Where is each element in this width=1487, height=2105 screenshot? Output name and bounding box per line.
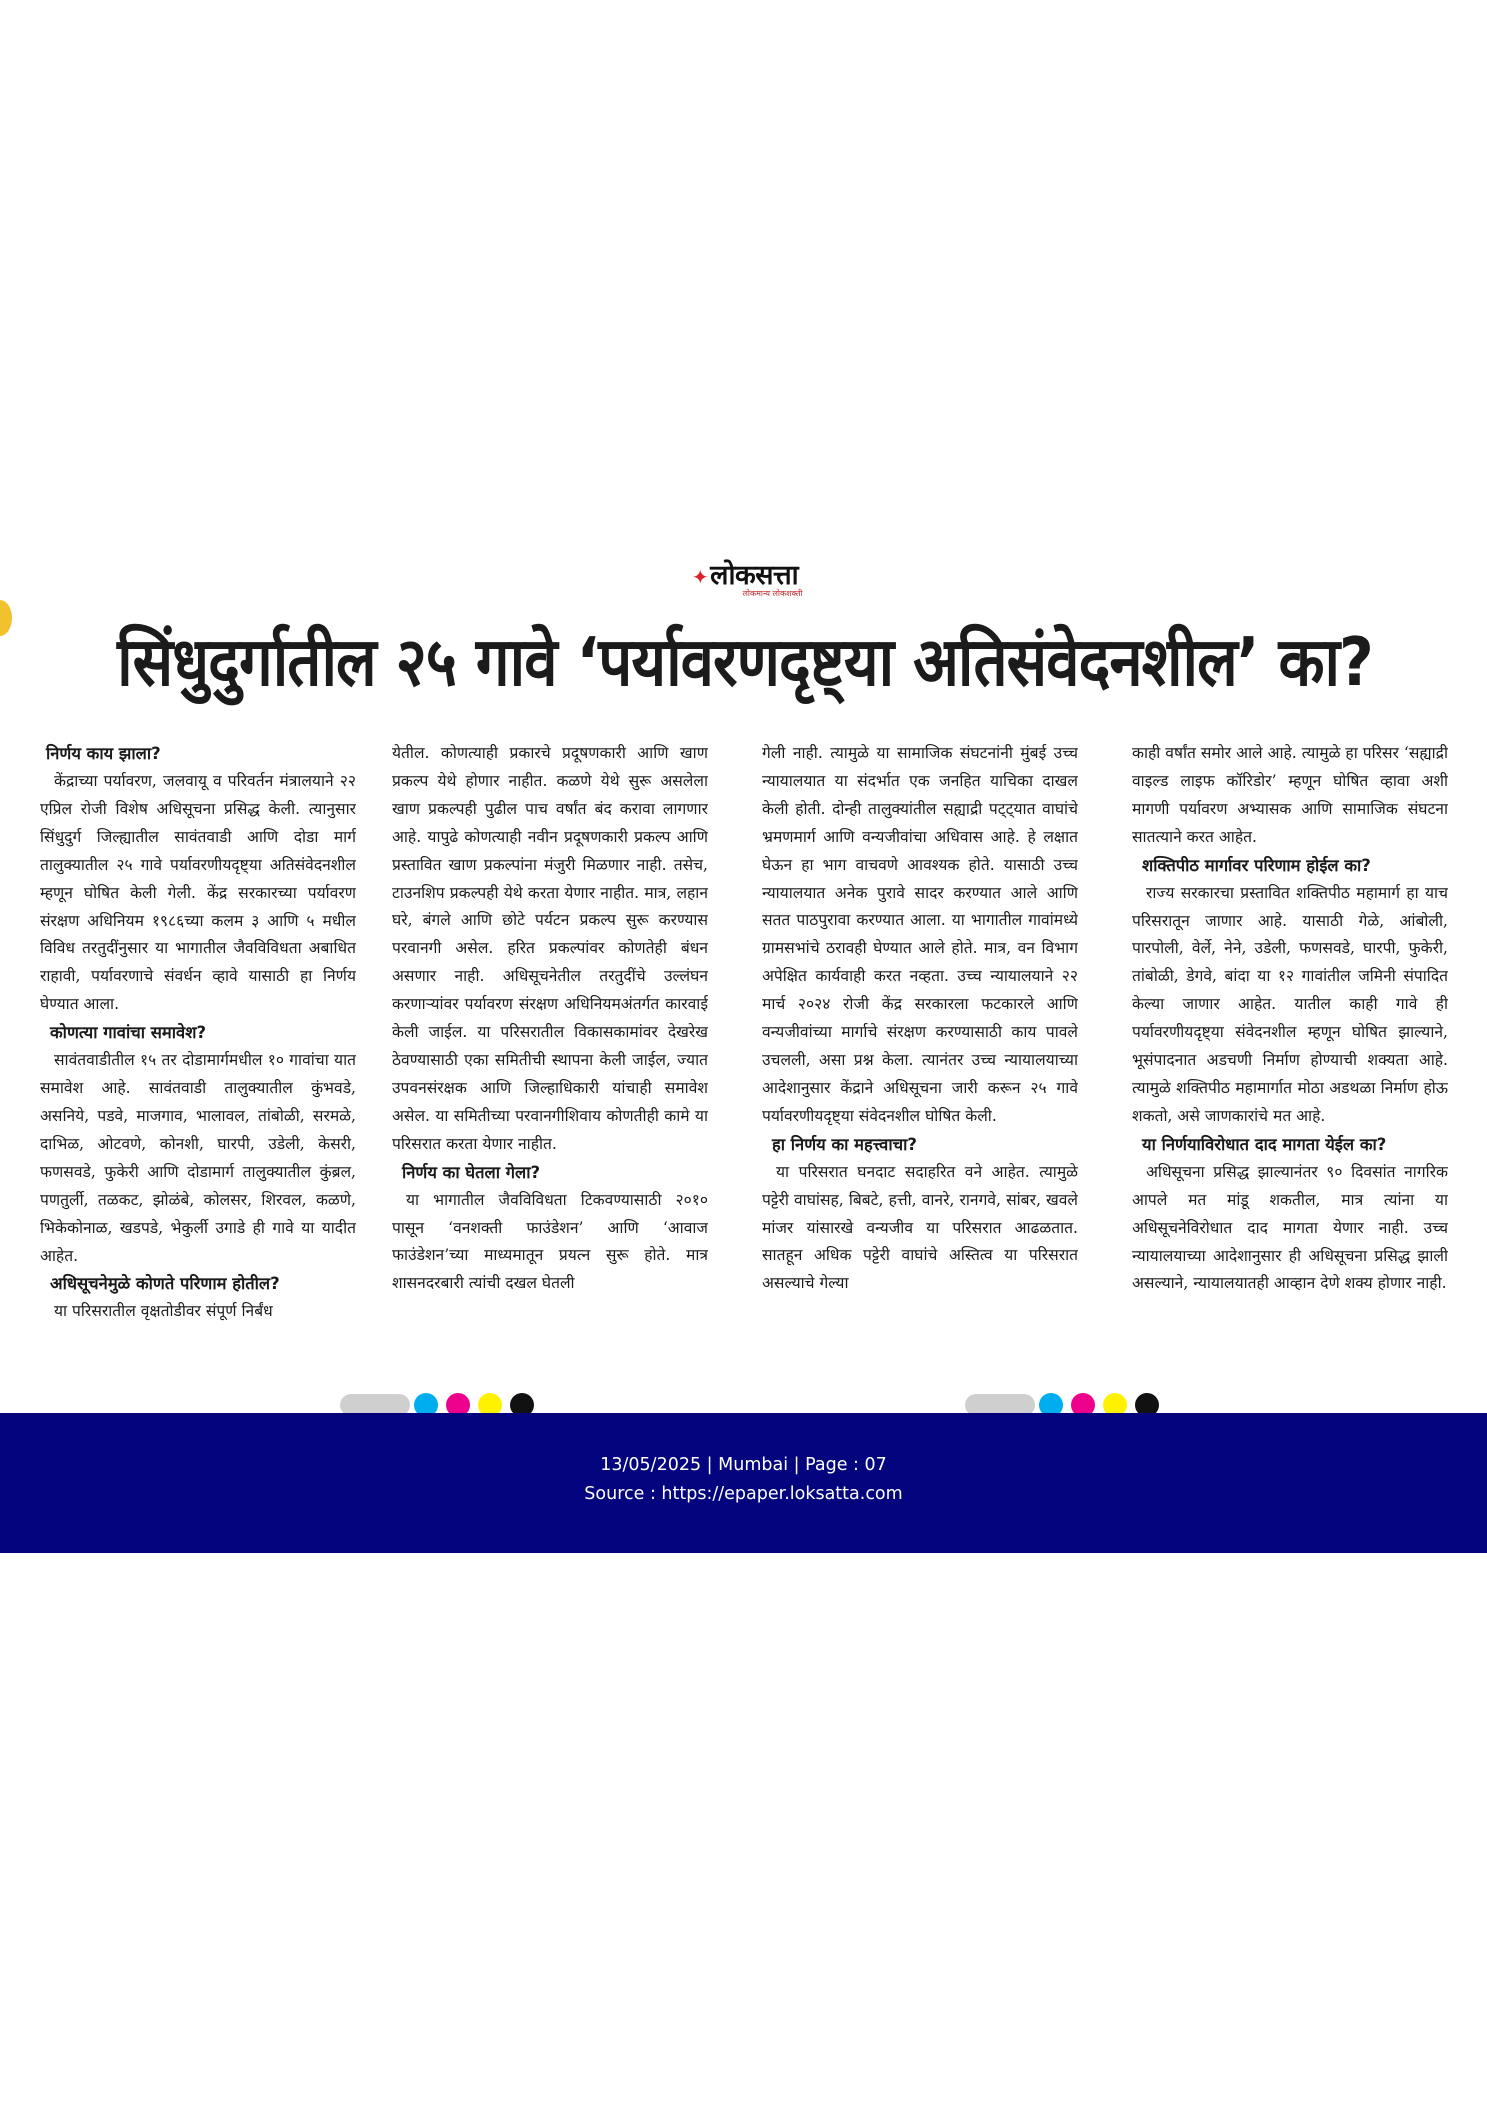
- article-column-3: [762, 740, 1078, 1390]
- newspaper-logo: [670, 555, 820, 592]
- section-heading: हा निर्णय का महत्त्वाचा?: [772, 1134, 917, 1154]
- paragraph: राज्य सरकारचा प्रस्तावित शक्तिपीठ महामार्ग हा याच परिसरातून जाणार आहे. यासाठी गेळे, आंबोली, पारपोली, वेर्ले, नेने, उडेली, फणसवडे, घारपी, फुकेरी, तांबोळी, डेगवे, बांदा या १२ गावांतील जमिनी संपादित केल्या जाणार आहेत. यातील काही गावे ही पर्यावरणीयदृष्ट्या संवेदनशील म्हणून घोषित झाल्याने, भूसंपादनात अडचणी निर्माण होण्याची शक्यता आहे. त्यामुळे शक्तिपीठ महामार्गात मोठा अडथळा निर्माण होऊ शकतो, असे जाणकारांचे मत आहे.: [1132, 883, 1448, 1125]
- section-heading: निर्णय का घेतला गेला?: [402, 1162, 541, 1182]
- article-headline: सिंधुदुर्गातील २५ गावे ‘पर्यावरणदृष्ट्या अतिसंवेदनशील’ का?: [117, 623, 1373, 702]
- paragraph: या परिसरातील वृक्षतोडीवर संपूर्ण निर्बंध: [54, 1302, 273, 1321]
- paragraph: अधिसूचना प्रसिद्ध झाल्यानंतर ९० दिवसांत नागरिक आपले मत मांडू शकतील, मात्र त्यांना या अधिसूचनेविरोधात दाद मागता येणार नाही. उच्च न्यायालयाच्या आदेशानुसार ही अधिसूचना प्रसिद्ध झाली असल्याने, न्यायालयातही आव्हान देणे शक्य होणार नाही.: [1132, 1162, 1448, 1293]
- paragraph-continued: येतील. कोणत्याही प्रकारचे प्रदूषणकारी आणि खाण प्रकल्प येथे होणार नाहीत. कळणे येथे सुरू असलेला खाण प्रकल्पही पुढील पाच वर्षांत बंद करावा लागणार आहे. यापुढे कोणत्याही नवीन प्रदूषणकारी प्रकल्प आणि प्रस्तावित खाण प्रकल्पांना मंजुरी मिळणार नाही. तसेच, टाउनशिप प्रकल्पही येथे करता येणार नाहीत. मात्र, लहान घरे, बंगले आणि छोटे पर्यटन प्रकल्प सुरू करण्यास परवानगी असेल. हरित प्रकल्पांवर कोणतेही बंधन असणार नाही. अधिसूचनेतील तरतुदींचे उल्लंघन करणाऱ्यांवर पर्यावरण संरक्षण अधिनियमअंतर्गत कारवाई केली जाईल. या परिसरातील विकासकामांवर देखरेख ठेवण्यासाठी एका समितीची स्थापना केली जाईल, ज्यात उपवनसंरक्षक आणि जिल्हाधिकारी यांचाही समावेश असेल. या समितीच्या परवानगीशिवाय कोणतीही कामे या परिसरात करता येणार नाहीत.: [392, 744, 708, 1153]
- paragraph: या परिसरात घनदाट सदाहरित वने आहेत. त्यामुळे पट्टेरी वाघांसह, बिबटे, हत्ती, वानरे, रानगवे, सांबर, खवले मांजर यांसारखे वन्यजीव या परिसरात आढळतात. सातहून अधिक पट्टेरी वाघांचे अस्तित्व या परिसरात असल्याचे गेल्या: [762, 1162, 1078, 1293]
- article-body: [40, 740, 1470, 1390]
- newspaper-masthead: [670, 555, 820, 601]
- footer-source-link[interactable]: Source : https://epaper.loksatta.com: [584, 1484, 903, 1504]
- section-heading: शक्तिपीठ मार्गावर परिणाम होईल का?: [1142, 855, 1371, 875]
- logo-flame-icon: ✦: [691, 565, 709, 589]
- logo-text: लोकसत्ता: [710, 560, 799, 591]
- section-heading: या निर्णयाविरोधात दाद मागता येईल का?: [1142, 1134, 1387, 1154]
- paragraph: केंद्राच्या पर्यावरण, जलवायू व परिवर्तन मंत्रालयाने २२ एप्रिल रोजी विशेष अधिसूचना प्रसिद्ध केली. त्यानुसार सिंधुदुर्ग जिल्ह्यातील सावंतवाडी आणि दोडा मार्ग तालुक्यातील २५ गावे पर्यावरणीयदृष्ट्या अतिसंवेदनशील म्हणून घोषित केली गेली. केंद्र सरकारच्या पर्यावरण संरक्षण अधिनियम १९८६च्या कलम ३ आणि ५ मधील विविध तरतुदींनुसार या भागातील जैवविविधता अबाधित राहावी, पर्यावरणाचे संवर्धन व्हावे यासाठी हा निर्णय घेण्यात आला.: [40, 772, 356, 1014]
- section-heading: कोणत्या गावांचा समावेश?: [50, 1023, 207, 1043]
- paragraph: सावंतवाडीतील १५ तर दोडामार्गमधील १० गावांचा यात समावेश आहे. सावंतवाडी तालुक्यातील कुंभवडे, असनिये, पडवे, माजगाव, भालावल, तांबोळी, सरमळे, दाभिळ, ओटवणे, कोनशी, घारपी, उडेली, केसरी, फणसवडे, फुकेरी आणि दोडामार्ग तालुक्यातील कुंब्रल, पणतुर्ली, तळकट, झोळंबे, कोलसर, शिरवल, कळणे, भिकेकोनाळ, खडपडे, भेकुर्ली उगाडे ही गावे या यादीत आहेत.: [40, 1051, 356, 1265]
- article-column-4: [1132, 740, 1448, 1390]
- newspaper-tagline: लोकमान्य लोकशक्ती: [742, 589, 803, 598]
- footer-date-edition-page: 13/05/2025 | Mumbai | Page : 07: [600, 1455, 887, 1475]
- paragraph: या भागातील जैवविविधता टिकवण्यासाठी २०१० पासून ‘वनशक्ती फाउंडेशन’ आणि ‘आवाज फाउंडेशन’च्या माध्यमातून प्रयत्न सुरू होते. मात्र शासनदरबारी त्यांची दखल घेतली: [392, 1190, 708, 1293]
- paragraph-continued: गेली नाही. त्यामुळे या सामाजिक संघटनांनी मुंबई उच्च न्यायालयात या संदर्भात एक जनहित याचिका दाखल केली होती. दोन्ही तालुक्यांतील सह्याद्री पट्ट्यात वाघांचे भ्रमणमार्ग आणि वन्यजीवांचा अधिवास आहे. हे लक्षात घेऊन हा भाग वाचवणे आवश्यक होते. यासाठी उच्च न्यायालयात अनेक पुरावे सादर करण्यात आले आणि सतत पाठपुरावा करण्यात आला. या भागातील गावांमध्ये ग्रामसभांचे ठरावही घेण्यात आले होते. मात्र, वन विभाग अपेक्षित कार्यवाही करत नव्हता. उच्च न्यायालयाने २२ मार्च २०२४ रोजी केंद्र सरकारला फटकारले आणि वन्यजीवांच्या मार्गाचे संरक्षण करण्यासाठी काय पावले उचलली, असा प्रश्न केला. त्यानंतर उच्च न्यायालयाच्या आदेशानुसार केंद्राने अधिसूचना जारी करून २५ गावे पर्यावरणीयदृष्ट्या संवेदनशील घोषित केली.: [762, 744, 1078, 1125]
- paragraph-continued: काही वर्षांत समोर आले आहे. त्यामुळे हा परिसर ‘सह्याद्री वाइल्ड लाइफ कॉरिडोर’ म्हणून घोषित व्हावा अशी मागणी पर्यावरण अभ्यासक आणि सामाजिक संघटना सातत्याने करत आहेत.: [1132, 744, 1448, 846]
- article-column-1: [40, 740, 356, 1390]
- section-heading: निर्णय काय झाला?: [46, 744, 161, 763]
- edge-marker-dot: [0, 600, 12, 636]
- footer-band: [0, 1413, 1487, 1553]
- article-column-2: [392, 740, 708, 1390]
- section-heading: अधिसूचनेमुळे कोणते परिणाम होतील?: [50, 1274, 280, 1294]
